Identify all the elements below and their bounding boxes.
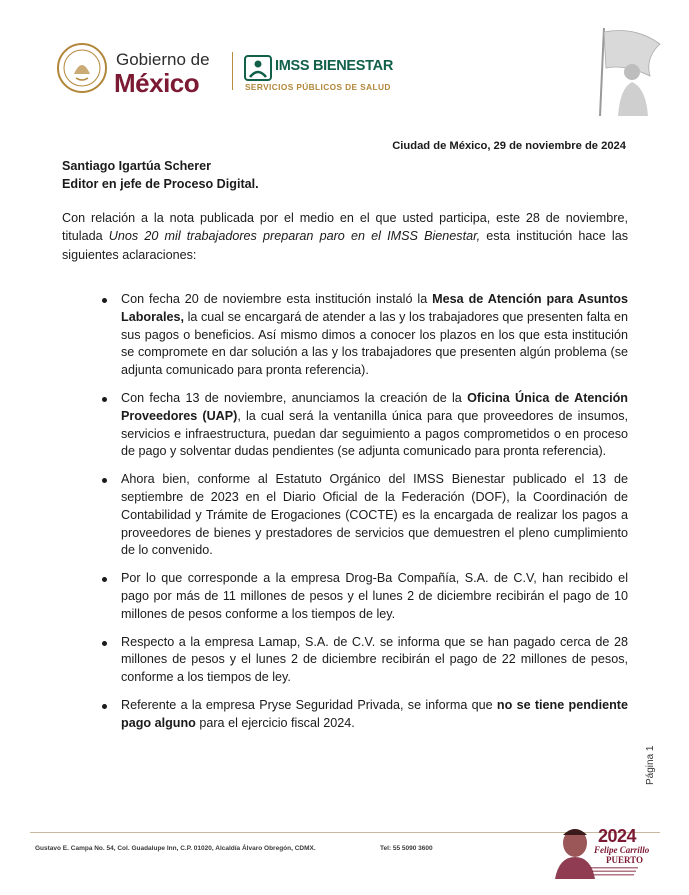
recipient-block — [62, 157, 259, 193]
clarifications-list — [62, 291, 628, 743]
list-item: Con fecha 20 de noviembre esta institución instaló la Mesa de Atención para Asuntos Laborales, la cual se encargará de atender a las y los trabajadores que presenten falta en sus pagos o beneficios. Así mismo dimos a conocer los plazos en los que esta institución se compromete en dar solución a las y los trabajadores que presenten algún problema (se adjunta comunicado para pronta referencia). — [62, 291, 628, 380]
recipient-title: Editor en jefe de Proceso Digital. — [62, 177, 259, 191]
bullet-dot — [102, 397, 107, 402]
bullet-dot — [102, 478, 107, 483]
bold-text: Oficina Única de Atención Proveedores (UAP) — [121, 390, 628, 423]
bold-text: no se tiene pendiente pago alguno — [121, 697, 628, 730]
national-seal-icon — [56, 42, 108, 94]
imss-tagline: SERVICIOS PÚBLICOS DE SALUD — [245, 82, 391, 92]
letterhead — [52, 36, 472, 108]
commemorative-fine-print-icon — [590, 866, 640, 878]
bold-text: Mesa de Atención para Asuntos Laborales, — [121, 292, 628, 324]
mexico-wordmark: México — [114, 68, 200, 98]
page-number: Página 1 — [645, 745, 656, 785]
bullet-dot — [102, 704, 107, 709]
year-2024-logo: 2024 — [598, 826, 637, 846]
logo-divider — [232, 52, 233, 90]
flag-figure-illustration-icon — [590, 28, 670, 116]
recipient-name: Santiago Igartúa Scherer — [62, 159, 212, 173]
felipe-carrillo-name: Felipe Carrillo — [594, 845, 650, 855]
list-item: Ahora bien, conforme al Estatuto Orgánico del IMSS Bienestar publicado el 13 de septiembre de 2023 en el Diario Oficial de la Federación (DOF), la Coordinación de Contabilidad y Trámite de Erogaciones (COCTE) es la encargada de realizar los pagos a proveedores de bienes y prestadores de servicios que demuestren el pleno cumplimiento de lo convenido. — [62, 471, 628, 560]
intro-text-1: Con relación a la nota publicada por el medio en el que usted participa, este 28 de noviembre, titulada — [62, 211, 628, 244]
gobierno-wordmark: Gobierno de — [116, 50, 210, 69]
imss-bienestar-logo-icon — [244, 55, 272, 81]
list-item: Respecto a la empresa Lamap, S.A. de C.V. se informa que se han pagado cerca de 28 millones de pesos y el lunes 2 de diciembre recibirán el pago de 22 millones de pesos, conforme a los tiempos de ley. — [62, 634, 628, 687]
bullet-dot — [102, 577, 107, 582]
letter-date: Ciudad de México, 29 de noviembre de 2024 — [392, 140, 626, 152]
article-title: Unos 20 mil trabajadores preparan paro en el IMSS Bienestar, — [108, 229, 481, 244]
intro-paragraph — [62, 209, 628, 264]
footer-phone: Tel: 55 5090 3600 — [380, 845, 433, 852]
footer-address: Gustavo E. Campa No. 54, Col. Guadalupe Inn, C.P. 01020, Alcaldía Álvaro Obregón, CDMX. — [35, 845, 316, 852]
bullet-dot — [102, 641, 107, 646]
list-item: Referente a la empresa Pryse Seguridad Privada, se informa que no se tiene pendiente pago alguno para el ejercicio fiscal 2024. — [62, 697, 628, 733]
bullet-dot — [102, 298, 107, 303]
list-item: Con fecha 13 de noviembre, anunciamos la creación de la Oficina Única de Atención Proveedores (UAP), la cual será la ventanilla única para que proveedores de insumos, servicios e infraestructura, puedan dar seguimiento a pagos comprometidos o en proceso de pago y solventar dudas pendientes (se adjunta comunicado para pronta referencia). — [62, 390, 628, 461]
imss-bienestar-name: IMSS BIENESTAR — [275, 58, 393, 74]
intro-text-2: esta institución hace las siguientes aclaraciones: — [62, 229, 628, 262]
puerto-name: PUERTO — [606, 855, 644, 865]
list-item: Por lo que corresponde a la empresa Drog-Ba Compañía, S.A. de C.V, han recibido el pago por más de 11 millones de pesos y el lunes 2 de diciembre recibirán el pago de 10 millones de pesos conforme a los tiempos de ley. — [62, 570, 628, 623]
